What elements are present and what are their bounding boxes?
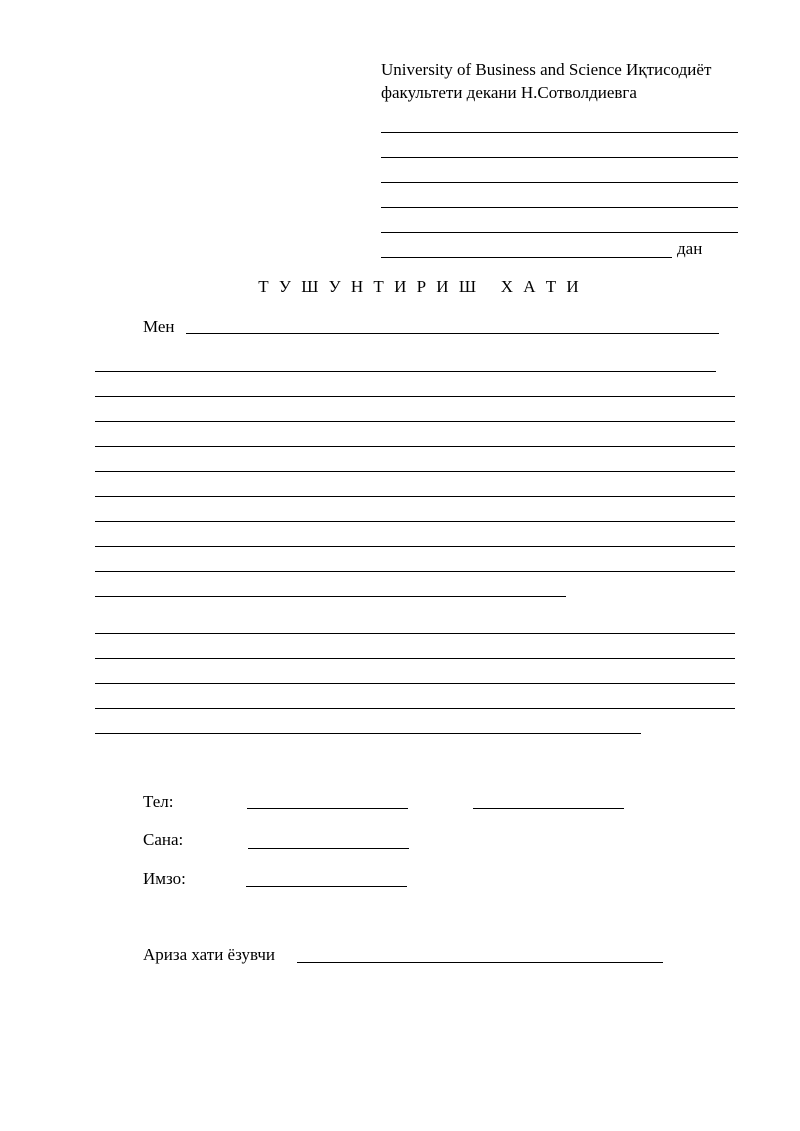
body-line-1[interactable] [95, 371, 716, 372]
signature-label: Имзо: [143, 869, 186, 888]
addressee-block [381, 58, 761, 104]
body-line-15[interactable] [95, 733, 641, 734]
sender-line-1[interactable] [381, 132, 738, 133]
writer-field[interactable] [297, 962, 663, 963]
addressee-line-2: факультети декани Н.Сотволдиевга [381, 83, 637, 102]
body-line-8[interactable] [95, 546, 735, 547]
body-line-5[interactable] [95, 471, 735, 472]
date-label: Сана: [143, 830, 184, 849]
from-suffix: дан [677, 239, 703, 258]
body-line-4[interactable] [95, 446, 735, 447]
phone-field-2[interactable] [473, 808, 624, 809]
sender-name-line[interactable] [381, 257, 672, 258]
body-line-12[interactable] [95, 658, 735, 659]
intro-line[interactable] [186, 333, 719, 334]
phone-field-1[interactable] [247, 808, 408, 809]
body-line-6[interactable] [95, 496, 735, 497]
date-field[interactable] [248, 848, 409, 849]
body-line-13[interactable] [95, 683, 735, 684]
body-line-10[interactable] [95, 596, 566, 597]
addressee-line-1: University of Business and Science Иқтисодиёт [381, 60, 712, 79]
body-line-9[interactable] [95, 571, 735, 572]
sender-line-5[interactable] [381, 232, 738, 233]
sender-line-2[interactable] [381, 157, 738, 158]
intro-label: Мен [143, 317, 175, 336]
body-line-3[interactable] [95, 421, 735, 422]
writer-label: Ариза хати ёзувчи [143, 945, 275, 964]
body-line-14[interactable] [95, 708, 735, 709]
phone-label: Тел: [143, 792, 174, 811]
body-line-2[interactable] [95, 396, 735, 397]
document-title: Т У Ш У Н Т И Р И Ш Х А Т И [258, 277, 582, 296]
sender-line-4[interactable] [381, 207, 738, 208]
body-line-11[interactable] [95, 633, 735, 634]
signature-field[interactable] [246, 886, 407, 887]
sender-line-3[interactable] [381, 182, 738, 183]
body-line-7[interactable] [95, 521, 735, 522]
